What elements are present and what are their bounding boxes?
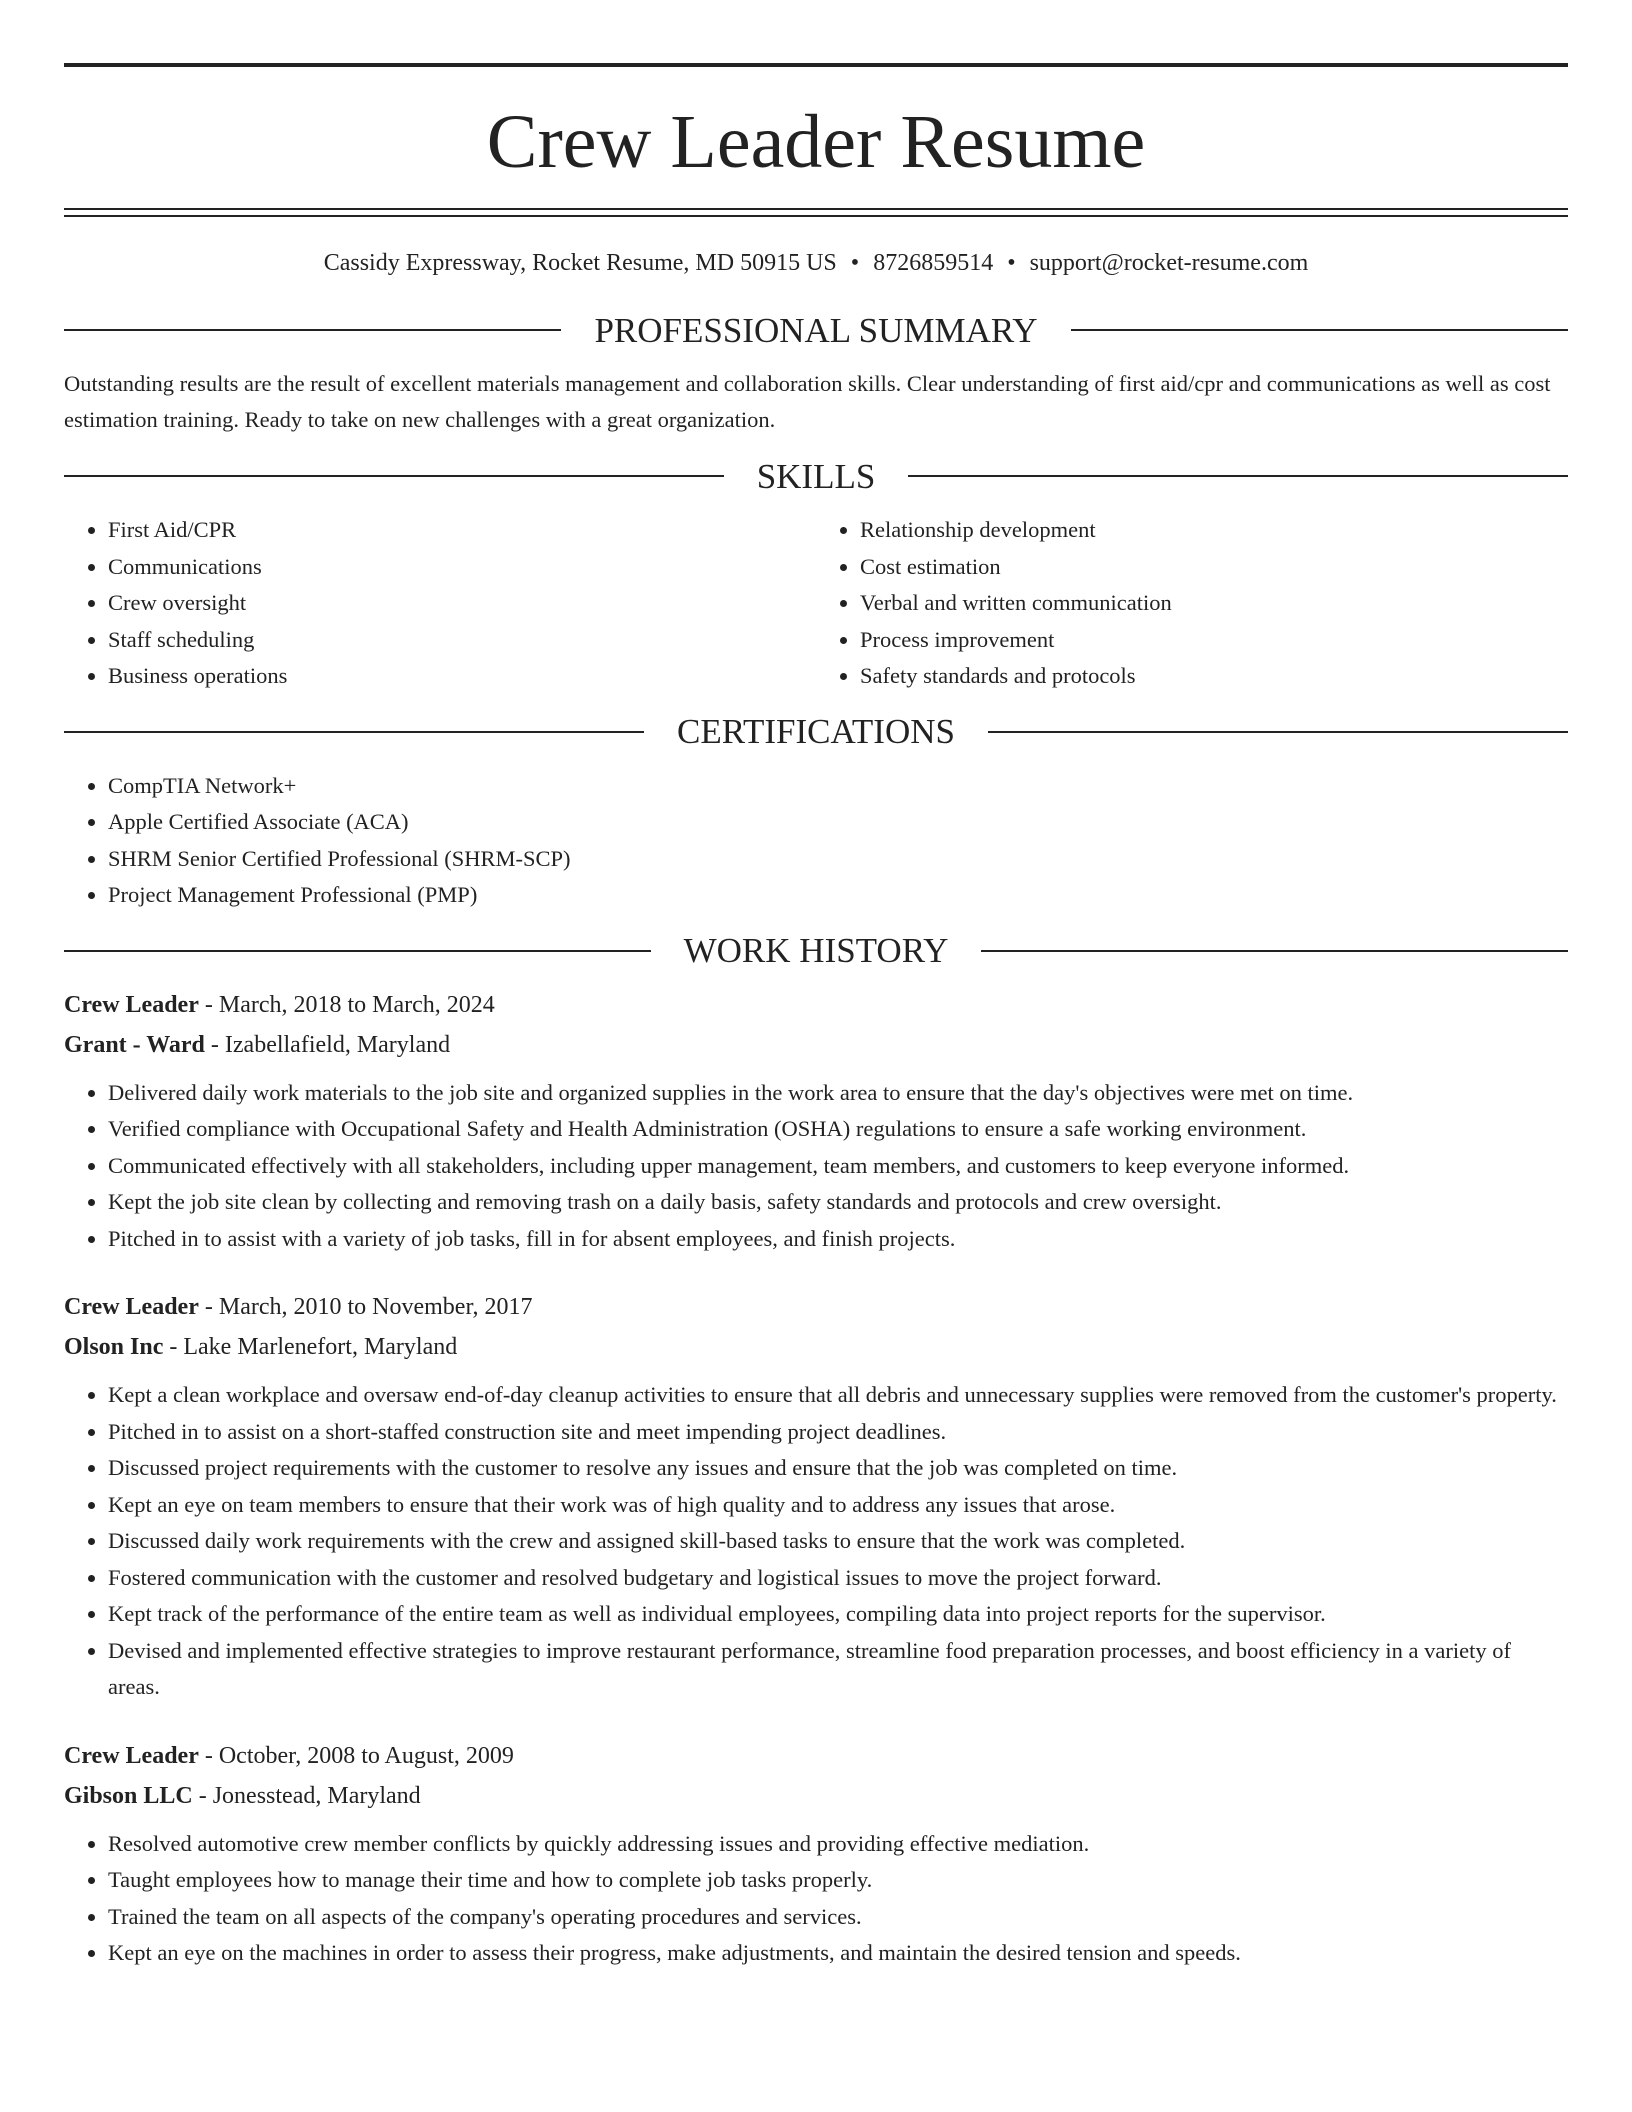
job-title-line bbox=[64, 1287, 1568, 1327]
section-title-summary: PROFESSIONAL SUMMARY bbox=[594, 310, 1038, 350]
contact-email[interactable]: support@rocket-resume.com bbox=[1029, 250, 1309, 276]
skill-item: • Safety standards and protocols bbox=[860, 658, 1568, 695]
job-company: Olson Inc bbox=[64, 1334, 164, 1360]
job-bullet: • Pitched in to assist with a variety of job tasks, fill in for absent employees, and finish projects. bbox=[108, 1221, 1568, 1258]
job-dates: - March, 2018 to March, 2024 bbox=[198, 991, 495, 1018]
job-bullet: • Fostered communication with the customer and resolved budgetary and logistical issues to move the project forward. bbox=[108, 1560, 1568, 1597]
job-bullet: • Kept an eye on team members to ensure that their work was of high quality and to address any issues that arose. bbox=[108, 1487, 1568, 1524]
job-bullets bbox=[64, 1377, 1568, 1706]
skill-item: • Process improvement bbox=[860, 622, 1568, 659]
skills-column-right bbox=[816, 512, 1568, 695]
job-location: - Izabellafield, Maryland bbox=[204, 1031, 451, 1058]
job-dates: - October, 2008 to August, 2009 bbox=[198, 1742, 514, 1769]
contact-phone: 8726859514 bbox=[873, 250, 994, 276]
job-bullets bbox=[64, 1826, 1568, 1972]
job-bullet: • Discussed daily work requirements with the crew and assigned skill-based tasks to ensure that the work was completed. bbox=[108, 1523, 1568, 1560]
job-entry bbox=[64, 1287, 1568, 1706]
skill-item: • Cost estimation bbox=[860, 549, 1568, 586]
job-dates: - March, 2010 to November, 2017 bbox=[198, 1294, 533, 1320]
job-company-line bbox=[64, 1776, 1568, 1816]
job-bullet: • Trained the team on all aspects of the company's operating procedures and services. bbox=[108, 1899, 1568, 1936]
section-title-work-history: WORK HISTORY bbox=[683, 931, 949, 970]
job-company: Grant - Ward bbox=[64, 1031, 205, 1058]
skill-item: • Crew oversight bbox=[108, 585, 816, 622]
job-location: - Lake Marlenefort, Maryland bbox=[163, 1334, 458, 1360]
job-company-line bbox=[64, 1025, 1568, 1065]
skill-item: • Communications bbox=[108, 549, 816, 586]
section-header-skills bbox=[64, 454, 1568, 498]
certification-item: • CompTIA Network+ bbox=[108, 768, 1568, 805]
skills-list bbox=[64, 512, 1568, 695]
certification-item: • Apple Certified Associate (ACA) bbox=[108, 804, 1568, 841]
job-company-line bbox=[64, 1327, 1568, 1367]
contact-line bbox=[64, 251, 1568, 275]
job-bullet: • Taught employees how to manage their time and how to complete job tasks properly. bbox=[108, 1862, 1568, 1899]
job-entry bbox=[64, 985, 1568, 1258]
section-title-skills: SKILLS bbox=[756, 456, 876, 496]
certification-item: • SHRM Senior Certified Professional (SHRM-SCP) bbox=[108, 841, 1568, 878]
job-bullet: • Discussed project requirements with the customer to resolve any issues and ensure that the job was completed on time. bbox=[108, 1450, 1568, 1487]
resume-page bbox=[64, 0, 1568, 1972]
resume-title: Crew Leader Resume bbox=[486, 100, 1146, 184]
certifications-list bbox=[64, 768, 1568, 914]
contact-address: Cassidy Expressway, Rocket Resume, MD 50915 US bbox=[323, 250, 837, 276]
summary-text: Outstanding results are the result of excellent materials management and collaboration skills. Clear understanding of first aid/cpr and communications as well as cost estimation training. Ready to take on new challenges with a great organization. bbox=[64, 371, 1551, 432]
section-header-summary bbox=[64, 308, 1568, 352]
certification-item: • Project Management Professional (PMP) bbox=[108, 877, 1568, 914]
contact-separator: • bbox=[850, 250, 860, 276]
job-title-line bbox=[64, 1736, 1568, 1776]
job-location: - Jonesstead, Maryland bbox=[192, 1782, 421, 1809]
skill-item: • Staff scheduling bbox=[108, 622, 816, 659]
job-bullet: • Communicated effectively with all stakeholders, including upper management, team members, and customers to keep everyone informed. bbox=[108, 1148, 1568, 1185]
section-title-certifications: CERTIFICATIONS bbox=[677, 712, 955, 751]
job-bullets bbox=[64, 1075, 1568, 1258]
skills-column-left bbox=[64, 512, 816, 695]
job-role: Crew Leader bbox=[64, 1294, 199, 1320]
skill-item: • Verbal and written communication bbox=[860, 585, 1568, 622]
job-bullet: • Kept an eye on the machines in order to assess their progress, make adjustments, and maintain the desired tension and speeds. bbox=[108, 1935, 1568, 1972]
job-bullet: • Pitched in to assist on a short-staffed construction site and meet impending project deadlines. bbox=[108, 1414, 1568, 1451]
job-bullet: • Verified compliance with Occupational Safety and Health Administration (OSHA) regulations to ensure a safe working environment. bbox=[108, 1111, 1568, 1148]
skill-item: • Business operations bbox=[108, 658, 816, 695]
job-company: Gibson LLC bbox=[64, 1782, 193, 1809]
job-bullet: • Kept track of the performance of the entire team as well as individual employees, compiling data into project reports for the supervisor. bbox=[108, 1596, 1568, 1633]
job-bullet: • Kept a clean workplace and oversaw end-of-day cleanup activities to ensure that all debris and unnecessary supplies were removed from the customer's property. bbox=[108, 1377, 1568, 1414]
job-role: Crew Leader bbox=[64, 1742, 199, 1769]
section-header-certifications bbox=[64, 710, 1568, 754]
job-title-line bbox=[64, 985, 1568, 1025]
job-role: Crew Leader bbox=[64, 991, 199, 1018]
section-header-work-history bbox=[64, 929, 1568, 973]
job-bullet: • Kept the job site clean by collecting and removing trash on a daily basis, safety standards and protocols and crew oversight. bbox=[108, 1184, 1568, 1221]
job-bullet: • Resolved automotive crew member conflicts by quickly addressing issues and providing effective mediation. bbox=[108, 1826, 1568, 1863]
job-bullet: • Devised and implemented effective strategies to improve restaurant performance, streamline food preparation processes, and boost efficiency in a variety of areas. bbox=[108, 1633, 1568, 1706]
skill-item: • Relationship development bbox=[860, 512, 1568, 549]
job-entry bbox=[64, 1736, 1568, 1972]
skill-item: • First Aid/CPR bbox=[108, 512, 816, 549]
contact-separator: • bbox=[1007, 250, 1016, 276]
job-bullet: • Delivered daily work materials to the job site and organized supplies in the work area to ensure that the day's objectives were met on time. bbox=[108, 1075, 1568, 1112]
